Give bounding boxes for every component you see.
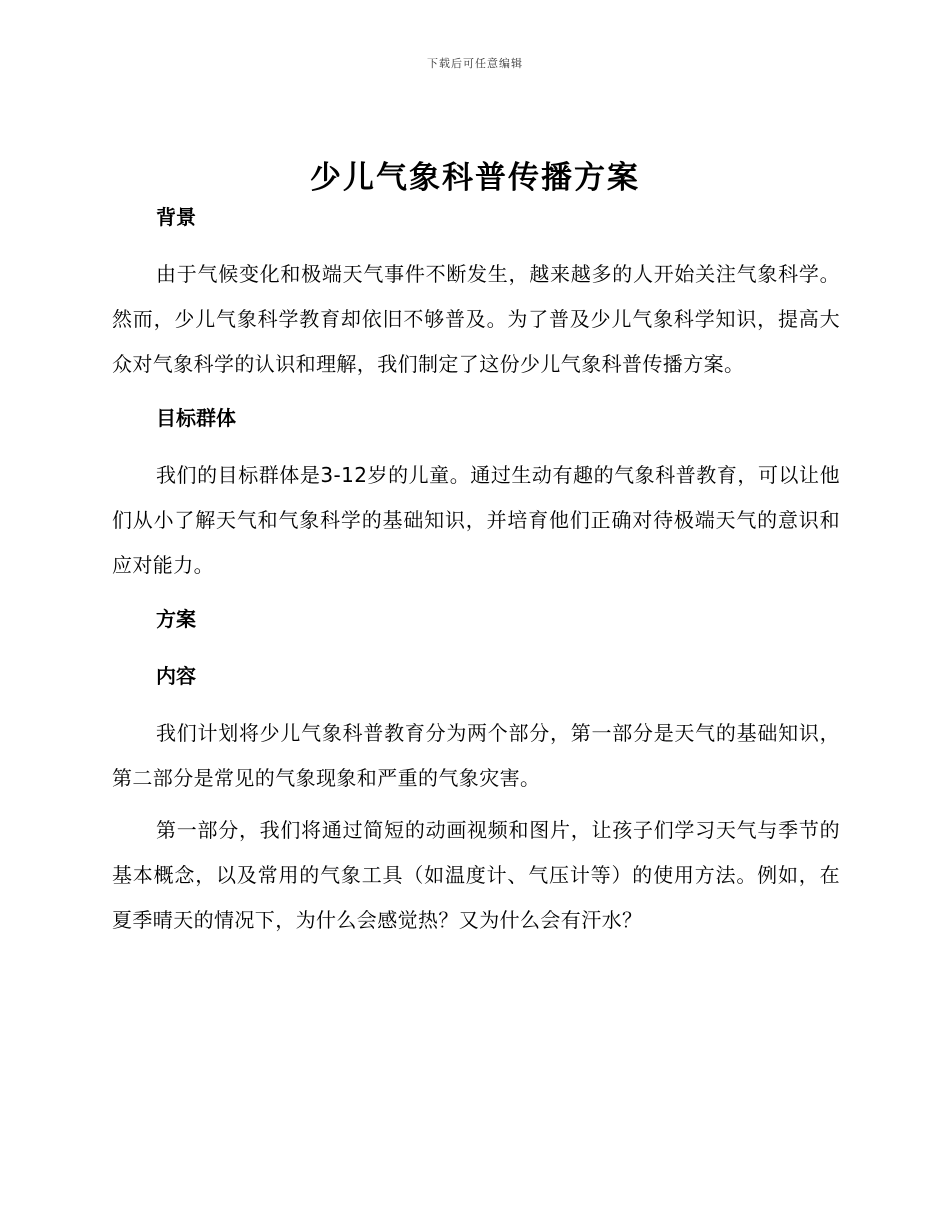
section-heading-target: 目标群体 xyxy=(156,406,236,430)
paragraph-content-2: 第一部分，我们将通过简短的动画视频和图片，让孩子们学习天气与季节的基本概念，以及常用的气象工具（如温度计、气压计等）的使用方法。例如，在夏季晴天的情况下，为什么会感觉热？又为什么会有汗水？ xyxy=(112,818,840,932)
section-heading-content: 内容 xyxy=(156,664,196,688)
document-title: 少儿气象科普传播方案 xyxy=(310,160,640,196)
section-heading-background: 背景 xyxy=(156,205,196,229)
section-heading-plan: 方案 xyxy=(156,607,196,631)
document-body xyxy=(112,200,840,943)
paragraph-target: 我们的目标群体是3-12岁的儿童。通过生动有趣的气象科普教育，可以让他们从小了解天气和气象科学的基础知识，并培育他们正确对待极端天气的意识和应对能力。 xyxy=(112,463,840,577)
paragraph-content-1: 我们计划将少儿气象科普教育分为两个部分，第一部分是天气的基础知识，第二部分是常见的气象现象和严重的气象灾害。 xyxy=(112,721,840,790)
paragraph-background: 由于气候变化和极端天气事件不断发生，越来越多的人开始关注气象科学。然而，少儿气象科学教育却依旧不够普及。为了普及少儿气象科学知识，提高大众对气象科学的认识和理解，我们制定了这份少儿气象科普传播方案。 xyxy=(112,262,840,376)
page-header: 下载后可任意编辑 xyxy=(427,57,523,70)
